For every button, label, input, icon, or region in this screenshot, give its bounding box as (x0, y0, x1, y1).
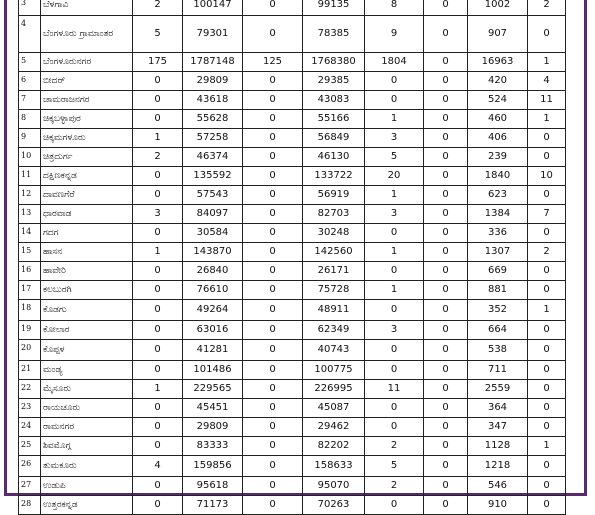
value-cell: 40743 (303, 340, 365, 361)
value-cell: 0 (133, 340, 183, 361)
table-row (19, 110, 566, 129)
value-cell: 623 (468, 186, 528, 205)
value-cell: 0 (243, 110, 303, 129)
value-cell: 0 (133, 186, 183, 205)
value-cell: 41281 (183, 340, 243, 361)
value-cell: 10 (528, 167, 566, 186)
value-cell: 669 (468, 262, 528, 281)
district-name-cell: ದಾವಣಗೆರೆ (41, 186, 133, 205)
value-cell: 0 (243, 477, 303, 496)
value-cell: 2 (133, 0, 183, 16)
value-cell: 4 (133, 456, 183, 477)
value-cell: 56849 (303, 129, 365, 148)
district-name-cell: ತುಮಕೂರು (41, 456, 133, 477)
value-cell: 0 (243, 167, 303, 186)
value-cell: 0 (424, 0, 468, 16)
value-cell: 1 (528, 437, 566, 456)
district-name-cell: ಚಿತ್ರದುರ್ಗ (41, 148, 133, 167)
value-cell: 0 (528, 496, 566, 515)
serial-number-cell: 12 (19, 186, 41, 205)
value-cell: 0 (528, 321, 566, 340)
table-row (19, 243, 566, 262)
table-row (19, 399, 566, 418)
value-cell: 0 (243, 148, 303, 167)
value-cell: 0 (243, 224, 303, 243)
value-cell: 7 (528, 205, 566, 224)
value-cell: 29385 (303, 72, 365, 91)
value-cell: 0 (243, 243, 303, 262)
table-row (19, 437, 566, 456)
value-cell: 0 (243, 72, 303, 91)
value-cell: 0 (424, 477, 468, 496)
value-cell: 0 (528, 281, 566, 300)
value-cell: 881 (468, 281, 528, 300)
value-cell: 0 (365, 361, 424, 380)
value-cell: 142560 (303, 243, 365, 262)
value-cell: 0 (424, 340, 468, 361)
value-cell: 57543 (183, 186, 243, 205)
value-cell: 11 (365, 380, 424, 399)
serial-number-cell: 9 (19, 129, 41, 148)
value-cell: 135592 (183, 167, 243, 186)
value-cell: 0 (424, 418, 468, 437)
value-cell: 0 (243, 437, 303, 456)
value-cell: 0 (243, 281, 303, 300)
value-cell: 2 (365, 437, 424, 456)
value-cell: 0 (528, 129, 566, 148)
value-cell: 0 (133, 72, 183, 91)
value-cell: 143870 (183, 243, 243, 262)
value-cell: 43618 (183, 91, 243, 110)
district-name-cell: ರಾಯಚೂರು (41, 399, 133, 418)
value-cell: 82202 (303, 437, 365, 456)
value-cell: 0 (133, 91, 183, 110)
value-cell: 0 (133, 281, 183, 300)
serial-number-cell: 14 (19, 224, 41, 243)
value-cell: 1768380 (303, 53, 365, 72)
value-cell: 1787148 (183, 53, 243, 72)
serial-number-cell: 27 (19, 477, 41, 496)
table-row (19, 321, 566, 340)
table-row (19, 0, 566, 16)
value-cell: 0 (424, 129, 468, 148)
serial-number-cell: 3 (19, 0, 41, 16)
value-cell: 1840 (468, 167, 528, 186)
value-cell: 133722 (303, 167, 365, 186)
value-cell: 30248 (303, 224, 365, 243)
value-cell: 0 (365, 496, 424, 515)
value-cell: 0 (243, 262, 303, 281)
value-cell: 5 (365, 148, 424, 167)
value-cell: 0 (133, 496, 183, 515)
value-cell: 0 (243, 418, 303, 437)
table-row (19, 361, 566, 380)
value-cell: 0 (424, 496, 468, 515)
value-cell: 79301 (183, 16, 243, 53)
value-cell: 0 (528, 361, 566, 380)
value-cell: 0 (424, 321, 468, 340)
value-cell: 1 (133, 380, 183, 399)
value-cell: 3 (133, 205, 183, 224)
value-cell: 0 (133, 477, 183, 496)
table-row (19, 129, 566, 148)
value-cell: 1 (365, 281, 424, 300)
value-cell: 0 (243, 399, 303, 418)
value-cell: 56919 (303, 186, 365, 205)
district-name-cell: ಚಾಮರಾಜನಗರ (41, 91, 133, 110)
district-name-cell: ಧಾರವಾಡ (41, 205, 133, 224)
value-cell: 2 (133, 148, 183, 167)
value-cell: 76610 (183, 281, 243, 300)
value-cell: 0 (365, 340, 424, 361)
value-cell: 0 (365, 224, 424, 243)
value-cell: 159856 (183, 456, 243, 477)
value-cell: 0 (424, 243, 468, 262)
district-name-cell: ಬೆಂಗಳೂರುನಗರ (41, 53, 133, 72)
value-cell: 910 (468, 496, 528, 515)
value-cell: 0 (133, 300, 183, 321)
table-row (19, 340, 566, 361)
serial-number-cell: 23 (19, 399, 41, 418)
value-cell: 0 (243, 186, 303, 205)
value-cell: 100147 (183, 0, 243, 16)
value-cell: 0 (133, 167, 183, 186)
value-cell: 26840 (183, 262, 243, 281)
district-name-cell: ಕಲಬುರಗಿ (41, 281, 133, 300)
district-name-cell: ಕೋಲಾರ (41, 321, 133, 340)
value-cell: 0 (243, 321, 303, 340)
value-cell: 0 (528, 418, 566, 437)
value-cell: 907 (468, 16, 528, 53)
value-cell: 75728 (303, 281, 365, 300)
value-cell: 364 (468, 399, 528, 418)
district-name-cell: ಉಡುಪಿ (41, 477, 133, 496)
value-cell: 0 (424, 456, 468, 477)
table-row (19, 91, 566, 110)
value-cell: 55166 (303, 110, 365, 129)
table-row (19, 224, 566, 243)
value-cell: 0 (424, 53, 468, 72)
value-cell: 0 (424, 167, 468, 186)
value-cell: 29809 (183, 418, 243, 437)
serial-number-cell: 13 (19, 205, 41, 224)
value-cell: 0 (528, 16, 566, 53)
district-name-cell: ಹಾಸನ (41, 243, 133, 262)
district-name-cell: ಬೆಳಗಾವಿ (41, 0, 133, 16)
value-cell: 664 (468, 321, 528, 340)
serial-number-cell: 26 (19, 456, 41, 477)
value-cell: 0 (424, 205, 468, 224)
serial-number-cell: 4 (19, 16, 41, 53)
table-row (19, 281, 566, 300)
district-covid-table (18, 0, 566, 515)
value-cell: 0 (133, 437, 183, 456)
district-name-cell: ಮೈಸೂರು (41, 380, 133, 399)
value-cell: 0 (133, 361, 183, 380)
value-cell: 11 (528, 91, 566, 110)
value-cell: 0 (365, 262, 424, 281)
value-cell: 0 (424, 224, 468, 243)
value-cell: 101486 (183, 361, 243, 380)
table-row (19, 456, 566, 477)
table-row (19, 380, 566, 399)
serial-number-cell: 6 (19, 72, 41, 91)
value-cell: 0 (424, 110, 468, 129)
value-cell: 5 (365, 456, 424, 477)
value-cell: 45087 (303, 399, 365, 418)
table-row (19, 418, 566, 437)
value-cell: 229565 (183, 380, 243, 399)
value-cell: 0 (424, 399, 468, 418)
value-cell: 62349 (303, 321, 365, 340)
table-row (19, 148, 566, 167)
value-cell: 1002 (468, 0, 528, 16)
serial-number-cell: 10 (19, 148, 41, 167)
value-cell: 0 (365, 399, 424, 418)
value-cell: 0 (243, 361, 303, 380)
value-cell: 0 (528, 148, 566, 167)
serial-number-cell: 7 (19, 91, 41, 110)
value-cell: 0 (243, 300, 303, 321)
value-cell: 0 (243, 129, 303, 148)
value-cell: 1 (365, 243, 424, 262)
value-cell: 95070 (303, 477, 365, 496)
district-name-cell: ಶಿವಮೊಗ್ಗ (41, 437, 133, 456)
serial-number-cell: 19 (19, 321, 41, 340)
value-cell: 0 (365, 91, 424, 110)
value-cell: 63016 (183, 321, 243, 340)
value-cell: 29809 (183, 72, 243, 91)
value-cell: 49264 (183, 300, 243, 321)
table-row (19, 205, 566, 224)
serial-number-cell: 25 (19, 437, 41, 456)
value-cell: 3 (365, 129, 424, 148)
value-cell: 0 (424, 380, 468, 399)
district-name-cell: ರಾಮನಗರ (41, 418, 133, 437)
value-cell: 0 (424, 72, 468, 91)
value-cell: 0 (528, 477, 566, 496)
value-cell: 46374 (183, 148, 243, 167)
value-cell: 0 (424, 16, 468, 53)
serial-number-cell: 17 (19, 281, 41, 300)
serial-number-cell: 16 (19, 262, 41, 281)
serial-number-cell: 11 (19, 167, 41, 186)
value-cell: 16963 (468, 53, 528, 72)
value-cell: 2 (528, 243, 566, 262)
district-name-cell: ಉತ್ತರಕನ್ನಡ (41, 496, 133, 515)
value-cell: 4 (528, 72, 566, 91)
value-cell: 0 (424, 262, 468, 281)
value-cell: 2 (528, 0, 566, 16)
value-cell: 2559 (468, 380, 528, 399)
serial-number-cell: 15 (19, 243, 41, 262)
value-cell: 100775 (303, 361, 365, 380)
table-row (19, 16, 566, 53)
value-cell: 0 (243, 0, 303, 16)
value-cell: 0 (424, 437, 468, 456)
value-cell: 0 (243, 496, 303, 515)
serial-number-cell: 28 (19, 496, 41, 515)
value-cell: 0 (528, 399, 566, 418)
table-row (19, 53, 566, 72)
value-cell: 0 (365, 418, 424, 437)
table-row (19, 167, 566, 186)
value-cell: 1 (365, 186, 424, 205)
value-cell: 1 (528, 53, 566, 72)
district-name-cell: ಹಾವೇರಿ (41, 262, 133, 281)
value-cell: 0 (133, 418, 183, 437)
value-cell: 0 (133, 321, 183, 340)
value-cell: 711 (468, 361, 528, 380)
value-cell: 1218 (468, 456, 528, 477)
value-cell: 1 (365, 110, 424, 129)
value-cell: 78385 (303, 16, 365, 53)
value-cell: 0 (133, 110, 183, 129)
table-row (19, 496, 566, 515)
value-cell: 95618 (183, 477, 243, 496)
value-cell: 0 (243, 205, 303, 224)
value-cell: 1128 (468, 437, 528, 456)
value-cell: 125 (243, 53, 303, 72)
value-cell: 0 (424, 281, 468, 300)
district-name-cell: ಚಿಕ್ಕಮಗಳೂರು (41, 129, 133, 148)
table-row (19, 300, 566, 321)
value-cell: 226995 (303, 380, 365, 399)
value-cell: 1307 (468, 243, 528, 262)
value-cell: 2 (365, 477, 424, 496)
value-cell: 347 (468, 418, 528, 437)
serial-number-cell: 21 (19, 361, 41, 380)
value-cell: 1 (528, 300, 566, 321)
value-cell: 0 (528, 456, 566, 477)
value-cell: 352 (468, 300, 528, 321)
value-cell: 43083 (303, 91, 365, 110)
serial-number-cell: 8 (19, 110, 41, 129)
value-cell: 48911 (303, 300, 365, 321)
value-cell: 9 (365, 16, 424, 53)
value-cell: 0 (365, 72, 424, 91)
value-cell: 0 (528, 340, 566, 361)
value-cell: 1 (528, 110, 566, 129)
table-row (19, 72, 566, 91)
value-cell: 420 (468, 72, 528, 91)
value-cell: 29462 (303, 418, 365, 437)
value-cell: 0 (528, 186, 566, 205)
value-cell: 84097 (183, 205, 243, 224)
table-row (19, 477, 566, 496)
value-cell: 26171 (303, 262, 365, 281)
value-cell: 0 (424, 186, 468, 205)
district-name-cell: ಕೊಡಗು (41, 300, 133, 321)
value-cell: 0 (243, 340, 303, 361)
value-cell: 8 (365, 0, 424, 16)
value-cell: 1384 (468, 205, 528, 224)
value-cell: 3 (365, 205, 424, 224)
value-cell: 0 (243, 456, 303, 477)
value-cell: 20 (365, 167, 424, 186)
value-cell: 99135 (303, 0, 365, 16)
value-cell: 0 (133, 224, 183, 243)
value-cell: 239 (468, 148, 528, 167)
table-row (19, 262, 566, 281)
value-cell: 1804 (365, 53, 424, 72)
district-name-cell: ಚಿಕ್ಕಬಳ್ಳಾಪುರ (41, 110, 133, 129)
value-cell: 406 (468, 129, 528, 148)
district-name-cell: ದಕ್ಷಿಣಕನ್ನಡ (41, 167, 133, 186)
value-cell: 55628 (183, 110, 243, 129)
value-cell: 57258 (183, 129, 243, 148)
value-cell: 1 (133, 129, 183, 148)
value-cell: 1 (133, 243, 183, 262)
serial-number-cell: 24 (19, 418, 41, 437)
district-name-cell: ಕೊಪ್ಪಳ (41, 340, 133, 361)
value-cell: 0 (133, 262, 183, 281)
value-cell: 70263 (303, 496, 365, 515)
value-cell: 546 (468, 477, 528, 496)
value-cell: 0 (528, 380, 566, 399)
value-cell: 0 (243, 91, 303, 110)
value-cell: 5 (133, 16, 183, 53)
value-cell: 0 (243, 380, 303, 399)
value-cell: 45451 (183, 399, 243, 418)
value-cell: 158633 (303, 456, 365, 477)
table-row (19, 186, 566, 205)
value-cell: 0 (243, 16, 303, 53)
value-cell: 538 (468, 340, 528, 361)
district-name-cell: ಮಂಡ್ಯ (41, 361, 133, 380)
value-cell: 46130 (303, 148, 365, 167)
value-cell: 71173 (183, 496, 243, 515)
value-cell: 0 (424, 361, 468, 380)
serial-number-cell: 20 (19, 340, 41, 361)
serial-number-cell: 18 (19, 300, 41, 321)
value-cell: 0 (133, 399, 183, 418)
value-cell: 82703 (303, 205, 365, 224)
value-cell: 0 (424, 91, 468, 110)
value-cell: 0 (528, 224, 566, 243)
value-cell: 0 (424, 148, 468, 167)
value-cell: 524 (468, 91, 528, 110)
value-cell: 336 (468, 224, 528, 243)
value-cell: 175 (133, 53, 183, 72)
district-name-cell: ಬೆಂಗಳೂರು ಗ್ರಾಮಾಂತರ (41, 16, 133, 53)
district-name-cell: ಗದಗ (41, 224, 133, 243)
serial-number-cell: 5 (19, 53, 41, 72)
value-cell: 0 (528, 262, 566, 281)
value-cell: 30584 (183, 224, 243, 243)
serial-number-cell: 22 (19, 380, 41, 399)
value-cell: 0 (365, 300, 424, 321)
value-cell: 83333 (183, 437, 243, 456)
value-cell: 0 (424, 300, 468, 321)
district-name-cell: ಬೀದರ್ (41, 72, 133, 91)
value-cell: 3 (365, 321, 424, 340)
value-cell: 460 (468, 110, 528, 129)
